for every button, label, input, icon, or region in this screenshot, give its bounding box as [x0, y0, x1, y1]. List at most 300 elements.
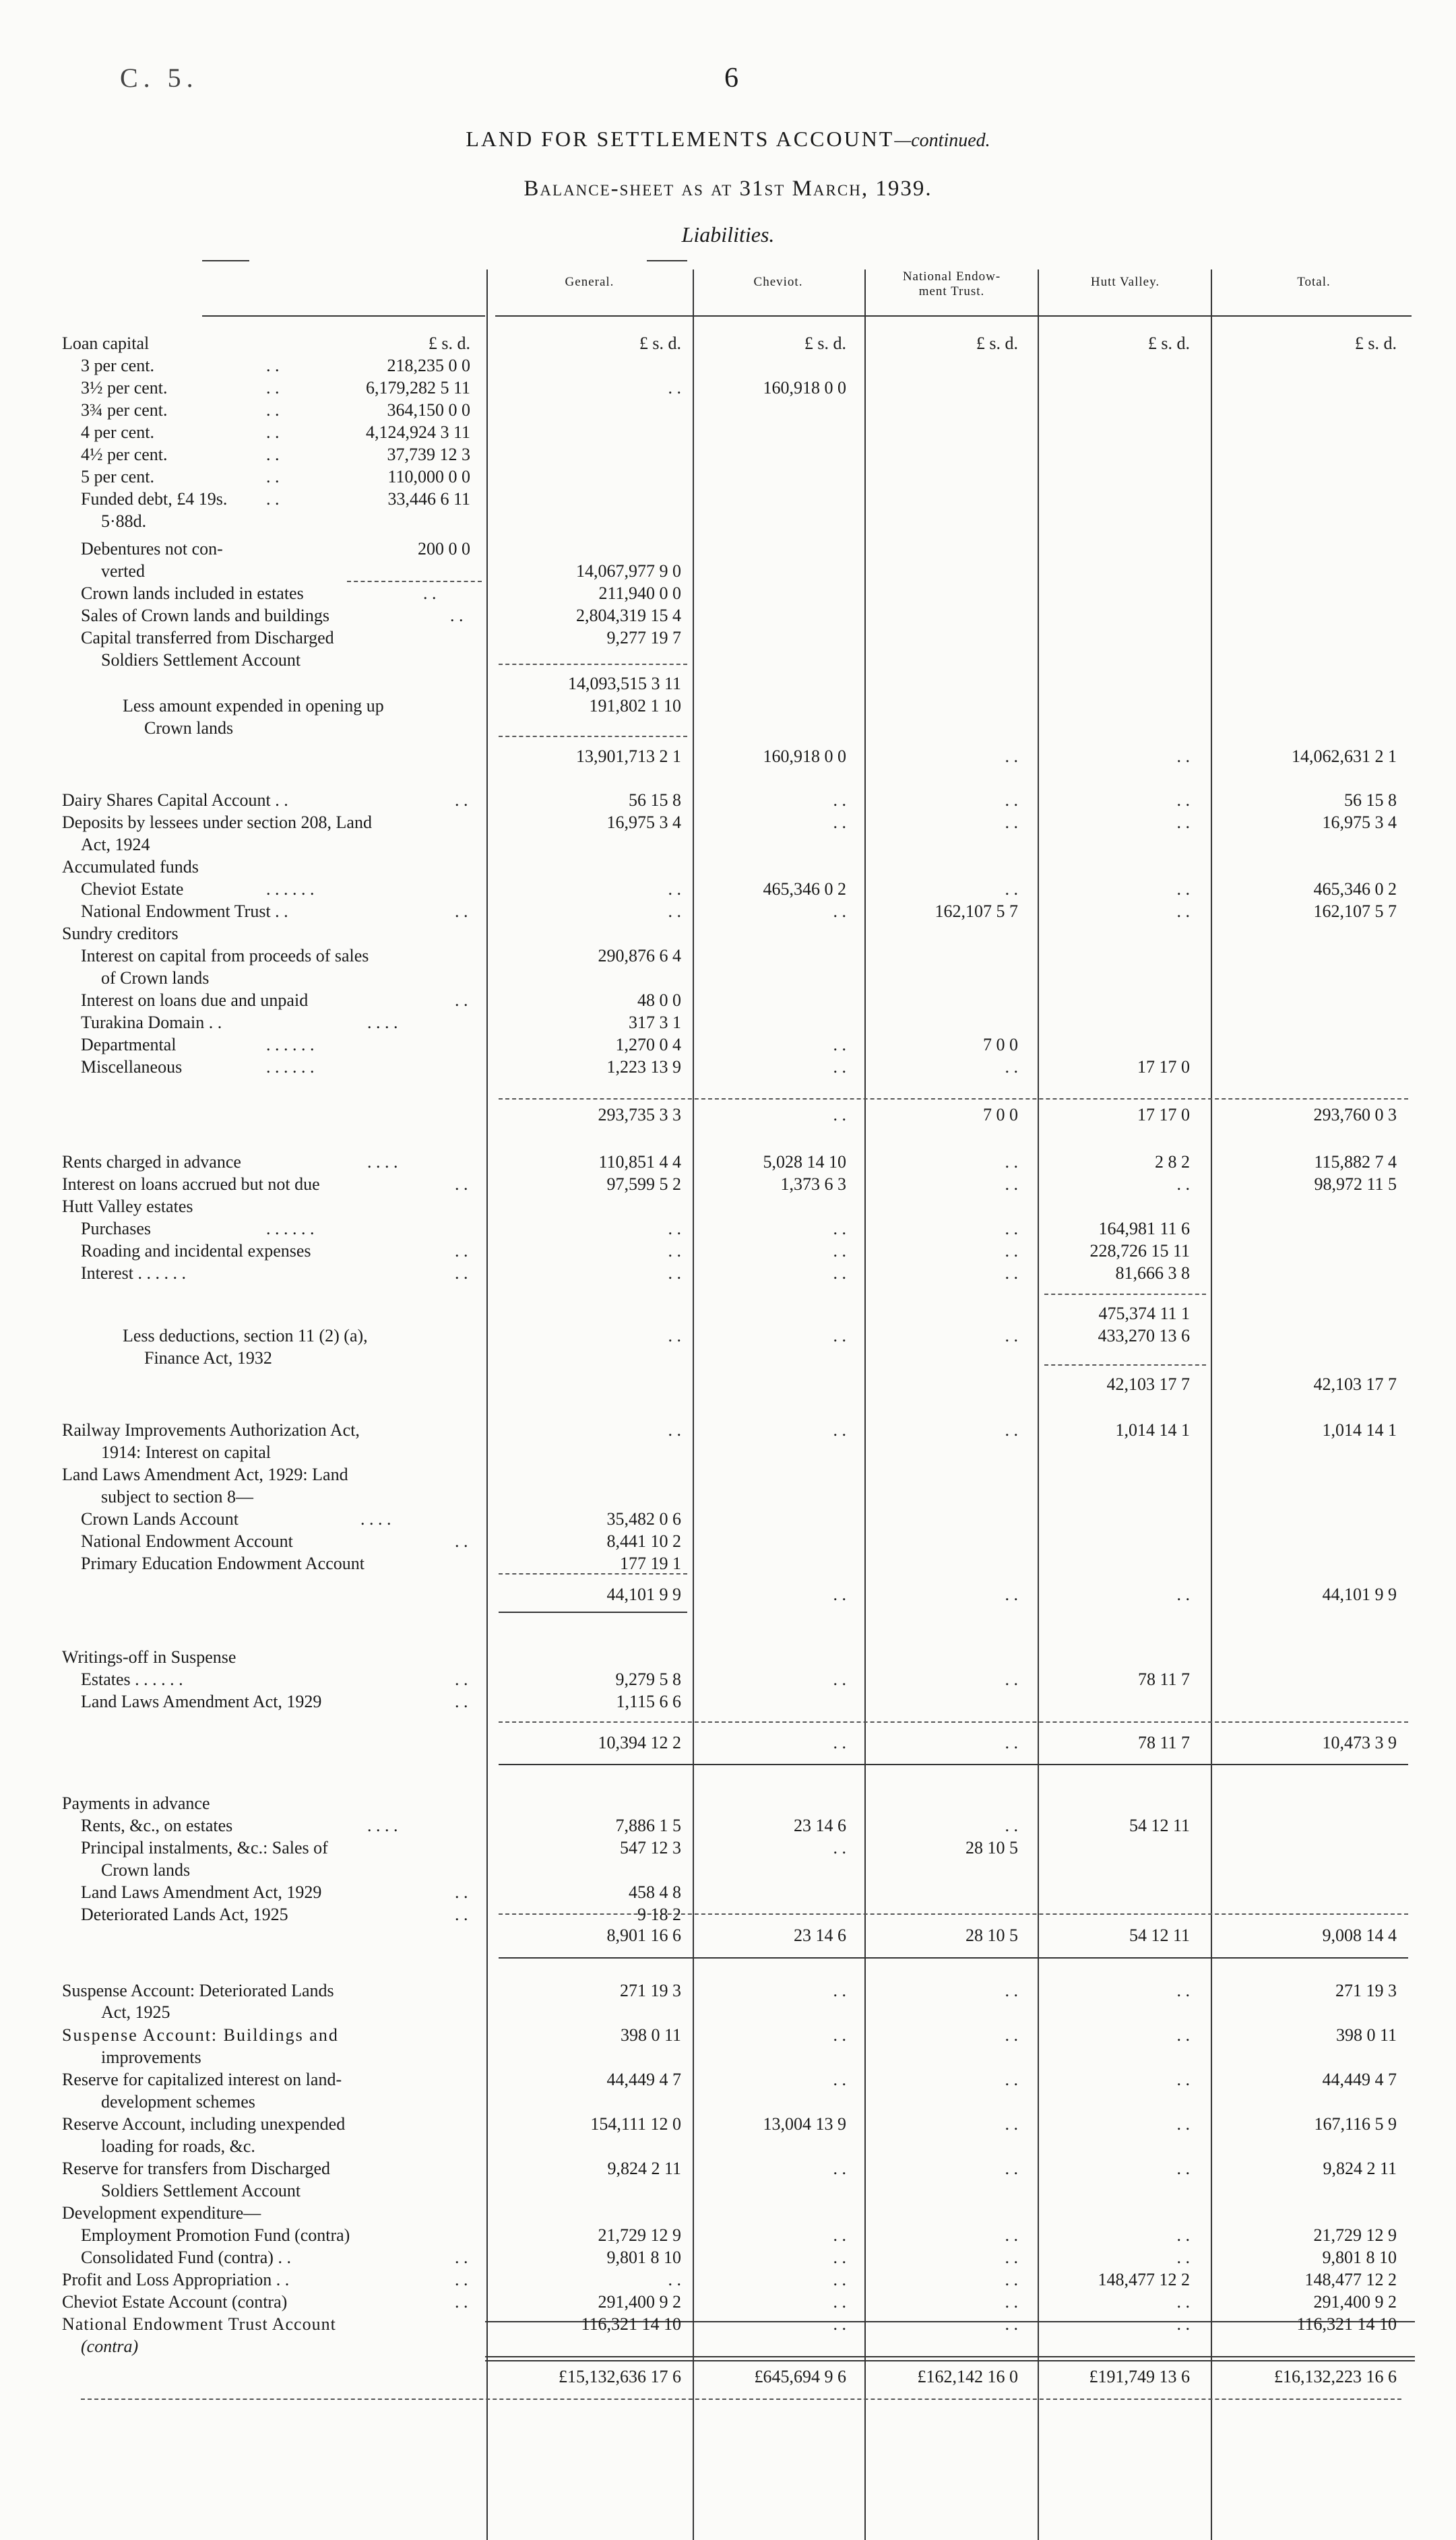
- hutt-valley-amount: . .: [1176, 2114, 1190, 2134]
- page-title: [0, 127, 1456, 152]
- national-endowment-amount: . .: [1005, 1152, 1018, 1172]
- general-amount: 48 0 0: [637, 990, 681, 1010]
- row-label: subject to section 8—: [101, 1487, 254, 1506]
- general-amount: 16,975 3 4: [606, 813, 681, 832]
- leader-dots: . .: [266, 467, 280, 486]
- loan-subamount: 218,235 0 0: [387, 356, 470, 375]
- general-amount: . .: [668, 879, 681, 899]
- cheviot-amount: . .: [833, 1838, 846, 1858]
- row-label: 4½ per cent.: [81, 445, 168, 464]
- subtotal-row: [0, 747, 1456, 768]
- row-label: Reserve for transfers from Discharged: [62, 2159, 331, 2178]
- loan-subamount: 110,000 0 0: [387, 467, 470, 486]
- loan-subamount: 37,739 12 3: [387, 445, 470, 464]
- leader-dots: . . . .: [360, 1509, 391, 1529]
- leader-dots: . .: [266, 489, 280, 509]
- leader-dots: . . . .: [367, 1152, 398, 1172]
- leader-dots: . .: [266, 378, 280, 398]
- national-endowment-amount: . .: [1005, 790, 1018, 810]
- ledger-row: [0, 2002, 1456, 2024]
- general-amount: 1,270 0 4: [615, 1035, 681, 1054]
- loan-subamount: 4,124,924 3 11: [365, 422, 470, 442]
- ledger-row: [0, 1013, 1456, 1034]
- ledger-row: [0, 650, 1456, 672]
- hutt-valley-amount: . .: [1176, 1585, 1190, 1604]
- general-amount: 211,940 0 0: [598, 583, 681, 603]
- total-amount: 167,116 5 9: [1314, 2114, 1397, 2134]
- ledger-row: [0, 606, 1456, 627]
- column-cheviot: Cheviot.: [753, 275, 803, 289]
- general-amount: 97,599 5 2: [606, 1174, 681, 1194]
- total-amount: 291,400 9 2: [1313, 2292, 1397, 2312]
- hutt-valley-amount: . .: [1176, 1981, 1190, 2000]
- general-amount: 9,277 19 7: [606, 628, 681, 647]
- leader-dots: . .: [455, 2248, 468, 2267]
- cheviot-amount: £645,694 9 6: [754, 2367, 846, 2386]
- cheviot-amount: . .: [833, 1219, 846, 1238]
- general-amount: 9,801 8 10: [606, 2248, 681, 2267]
- ledger-row: [0, 1487, 1456, 1509]
- national-endowment-amount: . .: [1005, 2159, 1018, 2178]
- subtotal-row: [0, 1733, 1456, 1754]
- general-amount: 191,802 1 10: [589, 696, 681, 716]
- leader-dots: . . . . . .: [266, 1057, 315, 1077]
- national-endowment-amount: £ s. d.: [976, 334, 1018, 353]
- row-label: Miscellaneous: [81, 1057, 183, 1077]
- total-amount: 465,346 0 2: [1313, 879, 1397, 899]
- cheviot-amount: 465,346 0 2: [763, 879, 846, 899]
- row-label: 5·88d.: [101, 511, 147, 531]
- ledger-row: [0, 2270, 1456, 2291]
- row-label: Rents charged in advance: [62, 1152, 241, 1172]
- general-amount: 110,851 4 4: [598, 1152, 681, 1172]
- ledger-row: [0, 1860, 1456, 1882]
- general-amount: 21,729 12 9: [598, 2225, 681, 2245]
- row-label: Deteriorated Lands Act, 1925: [81, 1905, 288, 1924]
- row-label: Land Laws Amendment Act, 1929: [81, 1882, 322, 1902]
- hutt-valley-amount: . .: [1176, 747, 1190, 766]
- loan-subamount: 33,446 6 11: [387, 489, 470, 509]
- subtotal-row: [0, 1105, 1456, 1126]
- total-amount: 9,008 14 4: [1322, 1926, 1397, 1945]
- ledger-row: [0, 378, 1456, 400]
- row-label: Less deductions, section 11 (2) (a),: [123, 1326, 368, 1345]
- hutt-valley-amount: . .: [1176, 879, 1190, 899]
- ledger-row: [0, 1554, 1456, 1575]
- general-amount: 8,441 10 2: [606, 1531, 681, 1551]
- general-amount: . .: [668, 1326, 681, 1345]
- rule: [202, 260, 249, 261]
- row-label: Land Laws Amendment Act, 1929: Land: [62, 1465, 348, 1484]
- national-endowment-amount: . .: [1005, 2070, 1018, 2089]
- cheviot-amount: . .: [833, 1670, 846, 1689]
- row-label: Soldiers Settlement Account: [101, 2181, 301, 2200]
- national-endowment-amount: . .: [1005, 2292, 1018, 2312]
- leader-dots: . . . . . .: [266, 1219, 315, 1238]
- ledger-row: [0, 334, 1456, 355]
- general-amount: 14,093,515 3 11: [567, 674, 681, 693]
- ledger-row: [0, 1304, 1456, 1325]
- ledger-row: [0, 968, 1456, 990]
- ledger-row: [0, 1348, 1456, 1370]
- ledger-row: [0, 2292, 1456, 2314]
- general-amount: 56 15 8: [629, 790, 681, 810]
- ledger-row: [0, 2248, 1456, 2269]
- ledger-row: [0, 2025, 1456, 2047]
- ledger-row: [0, 946, 1456, 967]
- ledger-row: [0, 990, 1456, 1012]
- ledger-row: [0, 2314, 1456, 2336]
- row-label: Crown lands included in estates: [81, 583, 304, 603]
- cheviot-amount: 160,918 0 0: [763, 378, 846, 398]
- cheviot-amount: £ s. d.: [804, 334, 846, 353]
- general-amount: 1,223 13 9: [606, 1057, 681, 1077]
- row-label: Finance Act, 1932: [144, 1348, 272, 1368]
- total-amount: £16,132,223 16 6: [1274, 2367, 1397, 2386]
- ledger-row: [0, 583, 1456, 605]
- row-label: Debentures not con-: [81, 539, 223, 559]
- rule: [485, 2360, 1415, 2361]
- row-label: Interest . . . . . .: [81, 1263, 186, 1283]
- column-national-endowment: [866, 269, 1038, 299]
- row-label: Employment Promotion Fund (contra): [81, 2225, 350, 2245]
- hutt-valley-amount: 475,374 11 1: [1098, 1304, 1190, 1323]
- row-label: Sales of Crown lands and buildings: [81, 606, 330, 625]
- cheviot-amount: . .: [833, 2270, 846, 2289]
- row-label: Dairy Shares Capital Account . .: [62, 790, 288, 810]
- general-amount: . .: [668, 2270, 681, 2289]
- leader-dots: . .: [266, 400, 280, 420]
- hutt-valley-amount: 42,103 17 7: [1106, 1374, 1190, 1394]
- row-label: Payments in advance: [62, 1793, 210, 1813]
- ledger-row: [0, 1197, 1456, 1218]
- general-amount: 271 19 3: [620, 1981, 681, 2000]
- ledger-row: [0, 1326, 1456, 1347]
- ledger-row: [0, 1905, 1456, 1926]
- cheviot-amount: 23 14 6: [794, 1926, 846, 1945]
- hutt-valley-amount: . .: [1176, 2225, 1190, 2245]
- hutt-valley-amount: . .: [1176, 813, 1190, 832]
- total-amount: 9,824 2 11: [1323, 2159, 1397, 2178]
- row-label: Crown lands: [144, 718, 234, 738]
- row-label: Reserve for capitalized interest on land-: [62, 2070, 342, 2089]
- rule: [499, 1098, 1408, 1100]
- ledger-row: [0, 1838, 1456, 1860]
- hutt-valley-amount: . .: [1176, 1174, 1190, 1194]
- national-endowment-amount: 162,107 5 7: [935, 901, 1018, 921]
- hutt-valley-amount: . .: [1176, 901, 1190, 921]
- ledger-row: [0, 1420, 1456, 1442]
- general-amount: 2,804,319 15 4: [576, 606, 681, 625]
- general-amount: 44,101 9 9: [606, 1585, 681, 1604]
- national-endowment-amount: . .: [1005, 879, 1018, 899]
- ledger-row: [0, 1692, 1456, 1713]
- ledger-row: [0, 2159, 1456, 2180]
- general-amount: 9 18 2: [637, 1905, 681, 1924]
- national-endowment-amount: . .: [1005, 1816, 1018, 1835]
- row-label: Railway Improvements Authorization Act,: [62, 1420, 360, 1440]
- hutt-valley-amount: 78 11 7: [1137, 1733, 1190, 1752]
- ledger-row: [0, 1152, 1456, 1174]
- leader-dots: . .: [423, 583, 437, 603]
- row-label: Writings-off in Suspense: [62, 1647, 236, 1667]
- cheviot-amount: . .: [833, 2292, 846, 2312]
- row-label: 3¾ per cent.: [81, 400, 168, 420]
- national-endowment-amount: . .: [1005, 1670, 1018, 1689]
- cheviot-amount: . .: [833, 2025, 846, 2045]
- ledger-row: [0, 1174, 1456, 1196]
- row-label: Accumulated funds: [62, 857, 199, 877]
- ledger-row: [0, 1647, 1456, 1669]
- loan-subamount: 364,150 0 0: [387, 400, 470, 420]
- row-label: Estates . . . . . .: [81, 1670, 183, 1689]
- general-amount: 7,886 1 5: [615, 1816, 681, 1835]
- national-endowment-amount: . .: [1005, 1981, 1018, 2000]
- total-amount: 398 0 11: [1335, 2025, 1397, 2045]
- national-endowment-amount: . .: [1005, 2270, 1018, 2289]
- total-amount: 162,107 5 7: [1313, 901, 1397, 921]
- ledger-row: [0, 1882, 1456, 1904]
- general-amount: 547 12 3: [620, 1838, 681, 1858]
- general-amount: 10,394 12 2: [598, 1733, 681, 1752]
- leader-dots: . .: [455, 1905, 468, 1924]
- ledger-row: [0, 445, 1456, 466]
- ledger-row: [0, 1531, 1456, 1553]
- row-label: Act, 1925: [101, 2002, 170, 2022]
- cheviot-amount: . .: [833, 2248, 846, 2267]
- leader-dots: . .: [266, 422, 280, 442]
- ledger-row: [0, 628, 1456, 649]
- ledger-row: [0, 2136, 1456, 2158]
- total-amount: 10,473 3 9: [1322, 1733, 1397, 1752]
- leader-dots: . .: [266, 445, 280, 464]
- cheviot-amount: . .: [833, 1105, 846, 1124]
- row-label: Interest on loans accrued but not due: [62, 1174, 320, 1194]
- general-amount: 458 4 8: [629, 1882, 681, 1902]
- national-endowment-amount: . .: [1005, 1420, 1018, 1440]
- cheviot-amount: . .: [833, 1057, 846, 1077]
- general-amount: 291,400 9 2: [598, 2292, 681, 2312]
- row-label: Funded debt, £4 19s.: [81, 489, 228, 509]
- row-label: National Endowment Account: [81, 1531, 293, 1551]
- row-label: verted: [101, 561, 145, 581]
- general-amount: . .: [668, 1420, 681, 1440]
- title-text: LAND FOR SETTLEMENTS ACCOUNT: [466, 127, 895, 151]
- row-label: Roading and incidental expenses: [81, 1241, 311, 1261]
- ledger-row: [0, 422, 1456, 444]
- cheviot-amount: . .: [833, 1733, 846, 1752]
- ledger-row: [0, 718, 1456, 740]
- total-amount: 148,477 12 2: [1304, 2270, 1397, 2289]
- row-label: Primary Education Endowment Account: [81, 1554, 365, 1573]
- hutt-valley-amount: . .: [1176, 790, 1190, 810]
- national-endowment-amount: 7 0 0: [983, 1035, 1018, 1054]
- cheviot-amount: . .: [833, 1326, 846, 1345]
- national-endowment-amount: . .: [1005, 2225, 1018, 2245]
- general-amount: 1,115 6 6: [616, 1692, 681, 1711]
- row-label: Crown lands: [101, 1860, 191, 1880]
- cheviot-amount: . .: [833, 2225, 846, 2245]
- subtotal-row: [0, 1585, 1456, 1606]
- ledger-row: [0, 561, 1456, 583]
- ledger-row: [0, 2203, 1456, 2225]
- rule: [499, 1612, 687, 1613]
- ledger-row: [0, 1263, 1456, 1285]
- leader-dots: . . . .: [367, 1013, 398, 1032]
- row-label: Suspense Account: Buildings and: [62, 2025, 339, 2045]
- row-label: Act, 1924: [81, 835, 150, 854]
- ledger-row: [0, 400, 1456, 422]
- total-amount: 16,975 3 4: [1322, 813, 1397, 832]
- general-amount: £15,132,636 17 6: [559, 2367, 681, 2386]
- total-amount: 98,972 11 5: [1314, 1174, 1397, 1194]
- row-label: Capital transferred from Discharged: [81, 628, 334, 647]
- national-endowment-amount: . .: [1005, 1585, 1018, 1604]
- national-endowment-amount: 28 10 5: [966, 1838, 1018, 1858]
- column-national-endowment-line2: ment Trust.: [918, 284, 985, 298]
- cheviot-amount: 5,028 14 10: [763, 1152, 846, 1172]
- national-endowment-amount: . .: [1005, 1174, 1018, 1194]
- national-endowment-amount: . .: [1005, 1241, 1018, 1261]
- row-label: Reserve Account, including unexpended: [62, 2114, 346, 2134]
- general-amount: . .: [668, 1263, 681, 1283]
- total-amount: 14,062,631 2 1: [1292, 747, 1397, 766]
- national-endowment-amount: . .: [1005, 747, 1018, 766]
- row-label: Purchases: [81, 1219, 151, 1238]
- general-amount: 44,449 4 7: [606, 2070, 681, 2089]
- loan-subamount: 200 0 0: [418, 539, 470, 559]
- rule: [495, 315, 1412, 317]
- ledger-row: [0, 2047, 1456, 2069]
- row-label: Cheviot Estate Account (contra): [62, 2292, 288, 2312]
- ledger-row: [0, 1057, 1456, 1079]
- cheviot-amount: . .: [833, 901, 846, 921]
- ledger-row: [0, 489, 1456, 511]
- general-amount: 14,067,977 9 0: [576, 561, 681, 581]
- cheviot-amount: . .: [833, 1263, 846, 1283]
- national-endowment-amount: . .: [1005, 1219, 1018, 1238]
- ledger-row: [0, 2337, 1456, 2358]
- national-endowment-amount: . .: [1005, 813, 1018, 832]
- ledger-row: [0, 835, 1456, 856]
- row-label: Soldiers Settlement Account: [101, 650, 301, 670]
- balance-sheet-subtitle: Balance-sheet as at 31st March, 1939.: [524, 177, 932, 201]
- cheviot-amount: 160,918 0 0: [763, 747, 846, 766]
- rule: [202, 315, 485, 317]
- ledger-row: [0, 1465, 1456, 1486]
- cheviot-amount: . .: [833, 790, 846, 810]
- ledger-row: [0, 2114, 1456, 2136]
- section-heading: Liabilities.: [681, 222, 775, 247]
- leader-dots: . .: [455, 1241, 468, 1261]
- national-endowment-amount: . .: [1005, 2114, 1018, 2134]
- leader-dots: . .: [450, 606, 464, 625]
- general-amount: . .: [668, 1241, 681, 1261]
- rule: [499, 1764, 1408, 1765]
- cheviot-amount: . .: [833, 1420, 846, 1440]
- hutt-valley-amount: 17 17 0: [1137, 1057, 1190, 1077]
- ledger-row: [0, 539, 1456, 561]
- hutt-valley-amount: . .: [1176, 2025, 1190, 2045]
- loan-subamount: £ s. d.: [428, 334, 470, 353]
- national-endowment-amount: . .: [1005, 1733, 1018, 1752]
- general-amount: 398 0 11: [620, 2025, 681, 2045]
- leader-dots: . .: [455, 901, 468, 921]
- total-amount: 44,449 4 7: [1322, 2070, 1397, 2089]
- row-label: 3 per cent.: [81, 356, 155, 375]
- row-label: development schemes: [101, 2092, 255, 2112]
- rule: [647, 260, 687, 261]
- ledger-row: [0, 356, 1456, 377]
- total-amount: 21,729 12 9: [1313, 2225, 1397, 2245]
- leader-dots: . .: [455, 1531, 468, 1551]
- general-amount: 9,279 5 8: [615, 1670, 681, 1689]
- hutt-valley-amount: . .: [1176, 2070, 1190, 2089]
- row-label: Principal instalments, &c.: Sales of: [81, 1838, 328, 1858]
- national-endowment-amount: . .: [1005, 1057, 1018, 1077]
- leader-dots: . . . .: [367, 1816, 398, 1835]
- row-label: Crown Lands Account: [81, 1509, 239, 1529]
- cheviot-amount: . .: [833, 2070, 846, 2089]
- national-endowment-amount: . .: [1005, 1263, 1018, 1283]
- general-amount: 154,111 12 0: [590, 2114, 681, 2134]
- rule: [1044, 1294, 1206, 1295]
- leader-dots: . .: [455, 2270, 468, 2289]
- title-suffix: —continued.: [894, 130, 990, 151]
- row-label: Sundry creditors: [62, 924, 179, 943]
- ledger-row: [0, 1442, 1456, 1464]
- ledger-row: [0, 1816, 1456, 1837]
- ledger-row: [0, 813, 1456, 834]
- cheviot-amount: 23 14 6: [794, 1816, 846, 1835]
- hutt-valley-amount: 164,981 11 6: [1098, 1219, 1190, 1238]
- cheviot-amount: . .: [833, 2314, 846, 2334]
- row-label: of Crown lands: [101, 968, 210, 988]
- leader-dots: . .: [455, 2292, 468, 2312]
- hutt-valley-amount: £ s. d.: [1147, 334, 1190, 353]
- national-endowment-amount: £162,142 16 0: [917, 2367, 1018, 2386]
- cheviot-amount: . .: [833, 2159, 846, 2178]
- total-amount: £ s. d.: [1354, 334, 1397, 353]
- row-label: 4 per cent.: [81, 422, 155, 442]
- total-amount: 293,760 0 3: [1313, 1105, 1397, 1124]
- ledger-row: [0, 1793, 1456, 1815]
- hutt-valley-amount: 78 11 7: [1137, 1670, 1190, 1689]
- row-label: National Endowment Trust Account: [62, 2314, 336, 2334]
- hutt-valley-amount: . .: [1176, 2292, 1190, 2312]
- row-label: National Endowment Trust . .: [81, 901, 288, 921]
- ledger-row: [0, 879, 1456, 901]
- row-label: Rents, &c., on estates: [81, 1816, 233, 1835]
- row-label: Deposits by lessees under section 208, Land: [62, 813, 372, 832]
- leader-dots: . .: [455, 1692, 468, 1711]
- general-amount: 177 19 1: [620, 1554, 681, 1573]
- row-label: Cheviot Estate: [81, 879, 184, 899]
- column-general: General.: [565, 275, 614, 289]
- row-label: Consolidated Fund (contra) . .: [81, 2248, 291, 2267]
- total-amount: 116,321 14 10: [1296, 2314, 1397, 2334]
- leader-dots: . .: [455, 1174, 468, 1194]
- general-amount: 35,482 0 6: [606, 1509, 681, 1529]
- row-label: (contra): [81, 2337, 139, 2356]
- ledger-row: [0, 924, 1456, 945]
- ledger-row: [0, 1509, 1456, 1531]
- hutt-valley-amount: 433,270 13 6: [1098, 1326, 1190, 1345]
- general-amount: 290,876 6 4: [598, 946, 681, 965]
- total-amount: 115,882 7 4: [1314, 1152, 1397, 1172]
- row-label: Hutt Valley estates: [62, 1197, 193, 1216]
- row-label: Suspense Account: Deteriorated Lands: [62, 1981, 334, 2000]
